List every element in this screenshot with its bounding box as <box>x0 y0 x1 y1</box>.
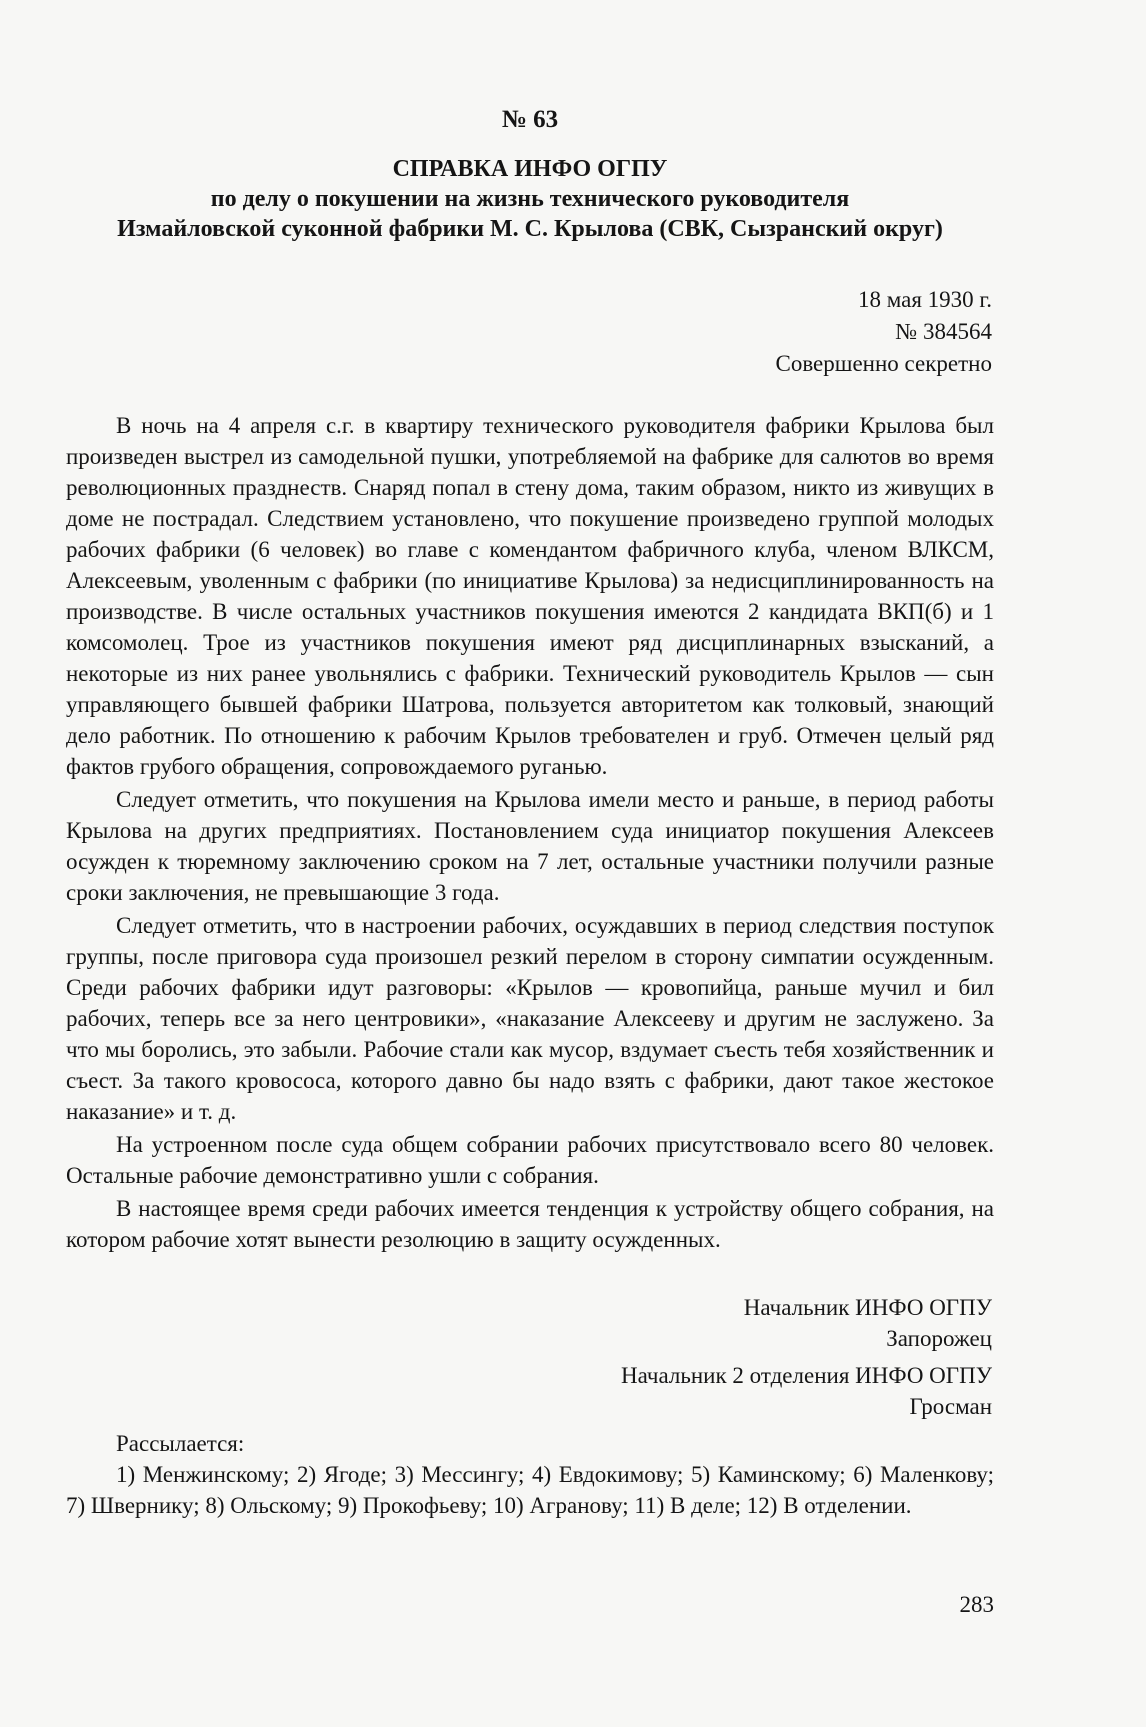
title-line: по делу о покушении на жизнь технического руководителя <box>210 186 850 212</box>
body-paragraph: На устроенном после суда общем собрании рабочих присутствовало всего 80 человек. Остальные рабочие демонстративно ушли с собрания. <box>66 1132 994 1188</box>
signatory-position: Начальник 2 отделения ИНФО ОГПУ <box>621 1363 992 1388</box>
body-paragraph: Следует отметить, что покушения на Крылова имели место и раньше, в период работы Крылова на других предприятиях. Постановлением суда инициатор покушения Алексеев осужден к тюремному заключению сроком на 7 лет, остальные участники получили разные сроки заключения, не превышающие 3 года. <box>66 787 994 905</box>
signature-section <box>621 1292 992 1428</box>
document-body <box>66 410 994 1257</box>
document-date: 18 мая 1930 г. <box>857 287 992 312</box>
signatory-name: Гросман <box>909 1394 992 1419</box>
document-title <box>60 154 1000 244</box>
signature-block <box>621 1360 992 1422</box>
signatory-position: Начальник ИНФО ОГПУ <box>743 1295 992 1320</box>
signature-block <box>621 1292 992 1354</box>
registration-number: № 384564 <box>895 319 992 344</box>
document-number: № 63 <box>501 106 559 133</box>
distribution-list <box>66 1428 994 1521</box>
document-meta <box>775 284 992 380</box>
page-number: 283 <box>959 1592 994 1617</box>
distribution-recipients: 1) Менжинскому; 2) Ягоде; 3) Мессингу; 4) Евдокимову; 5) Каминскому; 6) Маленкову; 7) Швернику; 8) Ольскому; 9) Прокофьеву; 10) Агранову; 11) В деле; 12) В отделении. <box>66 1462 994 1518</box>
title-line: СПРАВКА ИНФО ОГПУ <box>392 156 668 182</box>
body-paragraph: В ночь на 4 апреля с.г. в квартиру технического руководителя фабрики Крылова был произведен выстрел из самодельной пушки, употребляемой на фабрике для салютов во время революционных празднеств. Снаряд попал в стену дома, таким образом, никто из живущих в доме не пострадал. Следствием установлено, что покушение произведено группой молодых рабочих фабрики (6 человек) во главе с комендантом фабричного клуба, членом ВЛКСМ, Алексеевым, уволенным с фабрики (по инициативе Крылова) за недисциплинированность на производстве. В числе остальных участников покушения имеются 2 кандидата ВКП(б) и 1 комсомолец. Трое из участников покушения имеют ряд дисциплинарных взысканий, а некоторые из них ранее увольнялись с фабрики. Технический руководитель Крылов — сын управляющего бывшей фабрики Шатрова, пользуется авторитетом как толковый, знающий дело работник. По отношению к рабочим Крылов требователен и груб. Отмечен целый ряд фактов грубого обращения, сопровождаемого руганью. <box>66 413 994 779</box>
title-line: Измайловской суконной фабрики М. С. Крылова (СВК, Сызранский округ) <box>117 216 943 242</box>
body-paragraph: В настоящее время среди рабочих имеется тенденция к устройству общего собрания, на котором рабочие хотят вынести резолюцию в защиту осужденных. <box>66 1196 994 1252</box>
signatory-name: Запорожец <box>886 1326 992 1351</box>
body-paragraph: Следует отметить, что в настроении рабочих, осуждавших в период следствия поступок группы, после приговора суда произошел резкий перелом в сторону симпатии осужденным. Среди рабочих фабрики идут разговоры: «Крылов — кровопийца, раньше мучил и бил рабочих, теперь все за него центровики», «наказание Алексееву и другим не заслужено. За что мы боролись, это забыли. Рабочие стали как мусор, вздумает съесть тебя хозяйственник и съест. За такого кровососа, которого давно бы надо взять с фабрики, дают такое жестокое наказание» и т. д. <box>66 913 994 1124</box>
classification-stamp: Совершенно секретно <box>775 351 992 376</box>
distribution-label: Рассылается: <box>116 1431 245 1456</box>
